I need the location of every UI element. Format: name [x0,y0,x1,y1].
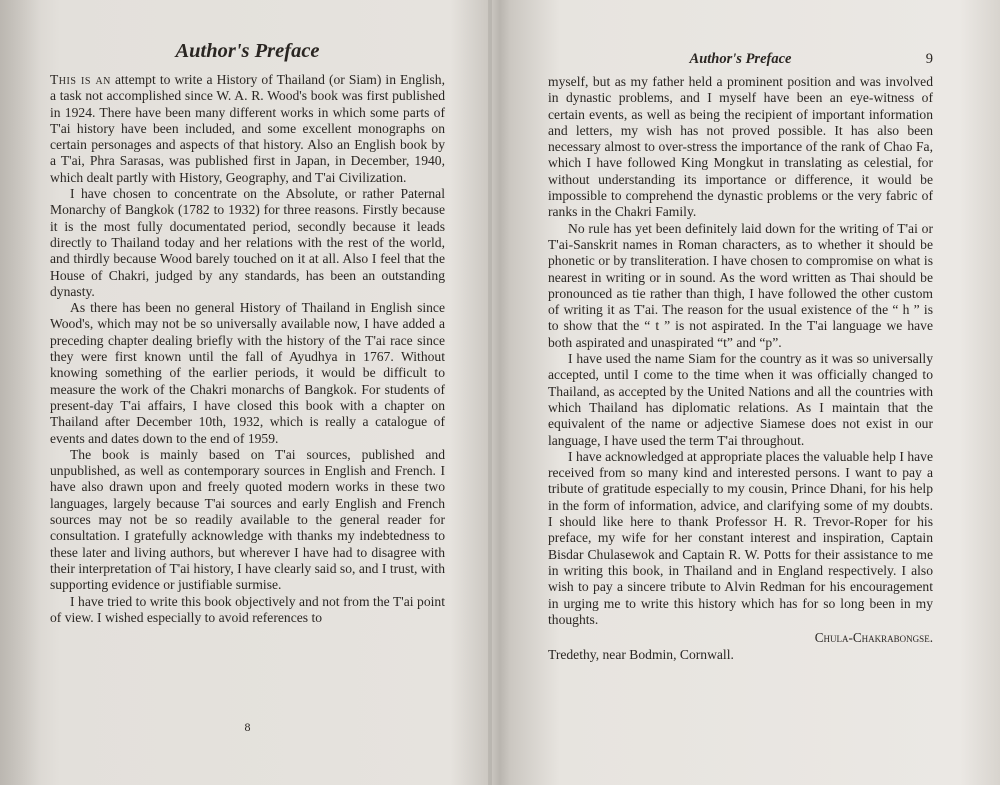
paragraph: I have acknowledged at appropriate places the valuable help I have received from so many kind and interested persons. I want to pay a tribute of gratitude especially to my cousin, Prince Dhani, for his help in the form of information, advice, and clarifying some of my doubts. I should like here to thank Professor H. R. Trevor-Roper for his preface, my wife for her constant interest and inspiration, Captain Bisdar Chulasewok and Captain R. W. Potts for their assistance to me in writing this book, in Thailand and in England respectively. I also wish to pay a sincere tribute to Alvin Redman for his encouragement in urging me to write this history which has for so long been in my thoughts. [548,448,933,627]
page-edge-shadow [0,0,40,785]
paragraph-lead: This is an [50,72,111,87]
book-gutter [488,0,492,785]
paragraph [50,72,445,186]
left-page-body [50,72,445,626]
paragraph: myself, but as my father held a prominent position and was involved in dynastic problems, and I myself have been an eye-witness of certain events, as well as being the recipient of important information and letters, my wish has not proved possible. It has also been necessary almost to over-stress the importance of the rank of Chao Fa, which I have followed King Mongkut in translating as celestial, for without understanding its importance or difference, it would be impossible to comprehend the dynastic problems or the very fabric of ranks in the Chakri Family. [548,74,933,220]
paragraph: No rule has yet been definitely laid down for the writing of T'ai or T'ai-Sanskrit names in Roman characters, as to whether it should be phonetic or by transliteration. I have chosen to compromise on what is nearest in writing or in sound. As the word written as Thai should be pronounced as tie rather than thigh, I have followed the other custom of writing it as T'ai. The reason for the usual existence of the “ h ” is to show that the “ t ” is not aspirated. In the T'ai language we have both aspirated and unaspirated “t” and “p”. [548,220,933,350]
paragraph: I have used the name Siam for the country as it was so universally accepted, until I come to the time when it was officially changed to Thailand, as accepted by the United Nations and all the countries with which Thailand has diplomatic relations. As I maintain that the equivalent of the name or adjective Siamese does not exist in our language, I have used the term T'ai throughout. [548,351,933,448]
right-page-body [548,74,933,664]
author-location: Tredethy, near Bodmin, Cornwall. [548,647,734,663]
running-head [548,51,933,73]
page-title: Author's Preface [175,40,320,62]
paragraph: I have chosen to concentrate on the Absolute, or rather Paternal Monarchy of Bangkok (1782 to 1932) for three reasons. Firstly because it is the most fully documentated period, secondly because it leads directly to Thailand today and her relations with the rest of the world, and thirdly because Wood barely touched on it at all. Also I feel that the House of Chakri, judged by any standards, has been an outstanding dynasty. [50,186,445,299]
paragraph: As there has been no general History of Thailand in English since Wood's, which may not be so universally available now, I have added a preceding chapter dealing briefly with the history of the T'ai race since they were first known until the fall of Ayudhya in 1767. Without knowing something of the earlier periods, it would be difficult to measure the work of the Chakri monarchs of Bangkok. For students of present-day T'ai affairs, I have closed this book with a chapter on Thailand after December 10th, 1932, which is really a catalogue of events and dates down to the end of 1959. [50,300,445,446]
page-number: 8 [244,720,251,734]
paragraph: I have tried to write this book objectively and not from the T'ai point of view. I wished especially to avoid references to [50,593,445,625]
page-number: 9 [925,51,933,67]
paragraph-text: attempt to write a History of Thailand (or Siam) in English, a task not accomplished since W. A. R. Wood's book was first published in 1924. There have been many different works in which some parts of T'ai history have been included, and some excellent monographs on certain personages and aspects of that history. Also an English book by a T'ai, Phra Sarasas, was published first in Japan, in December, 1940, which dealt partly with History, Geography, and T'ai Civilization. [50,72,445,185]
running-head-title: Author's Preface [689,51,792,67]
author-signature: Chula-Chakrabongse. [814,630,933,646]
paragraph: The book is mainly based on T'ai sources, published and unpublished, as well as contemporary sources in English and French. I have also drawn upon and freely quoted modern works in these two languages, largely because T'ai sources and early English and French sources may not be so readily available to the general reader for consultation. I gratefully acknowledge with thanks my indebtedness to these later and living authors, but wherever I have had to disagree with their interpretation of T'ai history, I have clearly said so, and I trust, with supporting evidence or justifiable surmise. [50,446,445,593]
